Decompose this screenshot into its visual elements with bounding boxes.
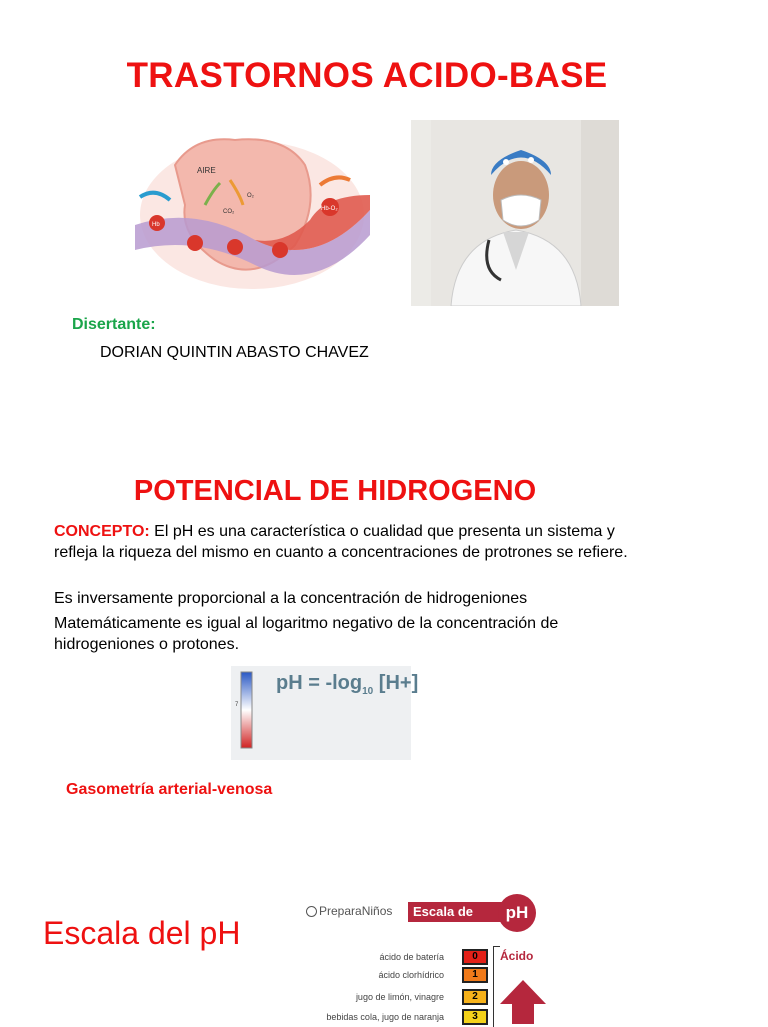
scale-banner: Escala de <box>408 902 530 922</box>
scale-row <box>302 1009 490 1025</box>
co2-label: CO₂ <box>223 209 235 215</box>
scale-row-label: ácido de batería <box>379 952 444 962</box>
scale-row <box>302 967 490 983</box>
aire-label: AIRE <box>197 166 216 175</box>
concept-keyword: CONCEPTO: <box>54 523 150 540</box>
concept-paragraph <box>54 521 654 563</box>
speaker-name: DORIAN QUINTIN ABASTO CHAVEZ <box>100 344 369 361</box>
alveolus-gas-exchange-image <box>135 135 370 295</box>
scale-row-value: 0 <box>462 949 488 965</box>
o2-label: O₂ <box>247 193 254 199</box>
document-title: TRASTORNOS ACIDO-BASE <box>126 56 608 95</box>
scale-row-value: 1 <box>462 967 488 983</box>
brand-label: PreparaNiños <box>319 904 393 918</box>
up-arrow-icon <box>500 980 546 1024</box>
scale-row-label: jugo de limón, vinagre <box>355 992 444 1002</box>
scale-bracket <box>493 946 500 1027</box>
hb-label: Hb <box>152 222 160 228</box>
scale-row-value: 3 <box>462 1009 488 1025</box>
logarithm-text: Matemáticamente es igual al logaritmo negativo de la concentración de hidrogeniones o protones. <box>54 615 559 653</box>
scale-row-value: 2 <box>462 989 488 1005</box>
scale-row-label: ácido clorhídrico <box>378 970 444 980</box>
speaker-label: Disertante: <box>72 316 156 333</box>
scale-mid-label: 7 <box>235 702 239 708</box>
ph-badge: pH <box>498 894 536 932</box>
ph-scale-image <box>302 892 562 1024</box>
ph-formula-image <box>231 666 419 760</box>
scale-row <box>302 989 490 1005</box>
inverse-proportion-text: Es inversamente proporcional a la concentración de hidrogeniones <box>54 590 528 607</box>
clock-icon <box>306 906 317 917</box>
scale-row <box>302 949 490 965</box>
speaker-photo <box>411 120 619 306</box>
concept-text: El pH es una característica o cualidad que presenta un sistema y refleja la riqueza del mismo en cuanto a concentraciones de protrones se refiere. <box>54 523 628 561</box>
scale-row-label: bebidas cola, jugo de naranja <box>326 1012 444 1022</box>
ph-formula: pH = $-\log_{10}$ [H+] <box>276 672 419 697</box>
scale-title: Escala del pH <box>43 915 241 951</box>
ph-gradient-bar <box>241 672 252 748</box>
section-title: POTENCIAL DE HIDROGENO <box>133 475 537 507</box>
acid-label: Ácido <box>500 949 534 963</box>
hbo2-label: Hb-O₂ <box>321 206 338 212</box>
gasometria-label: Gasometría arterial-venosa <box>66 781 273 798</box>
